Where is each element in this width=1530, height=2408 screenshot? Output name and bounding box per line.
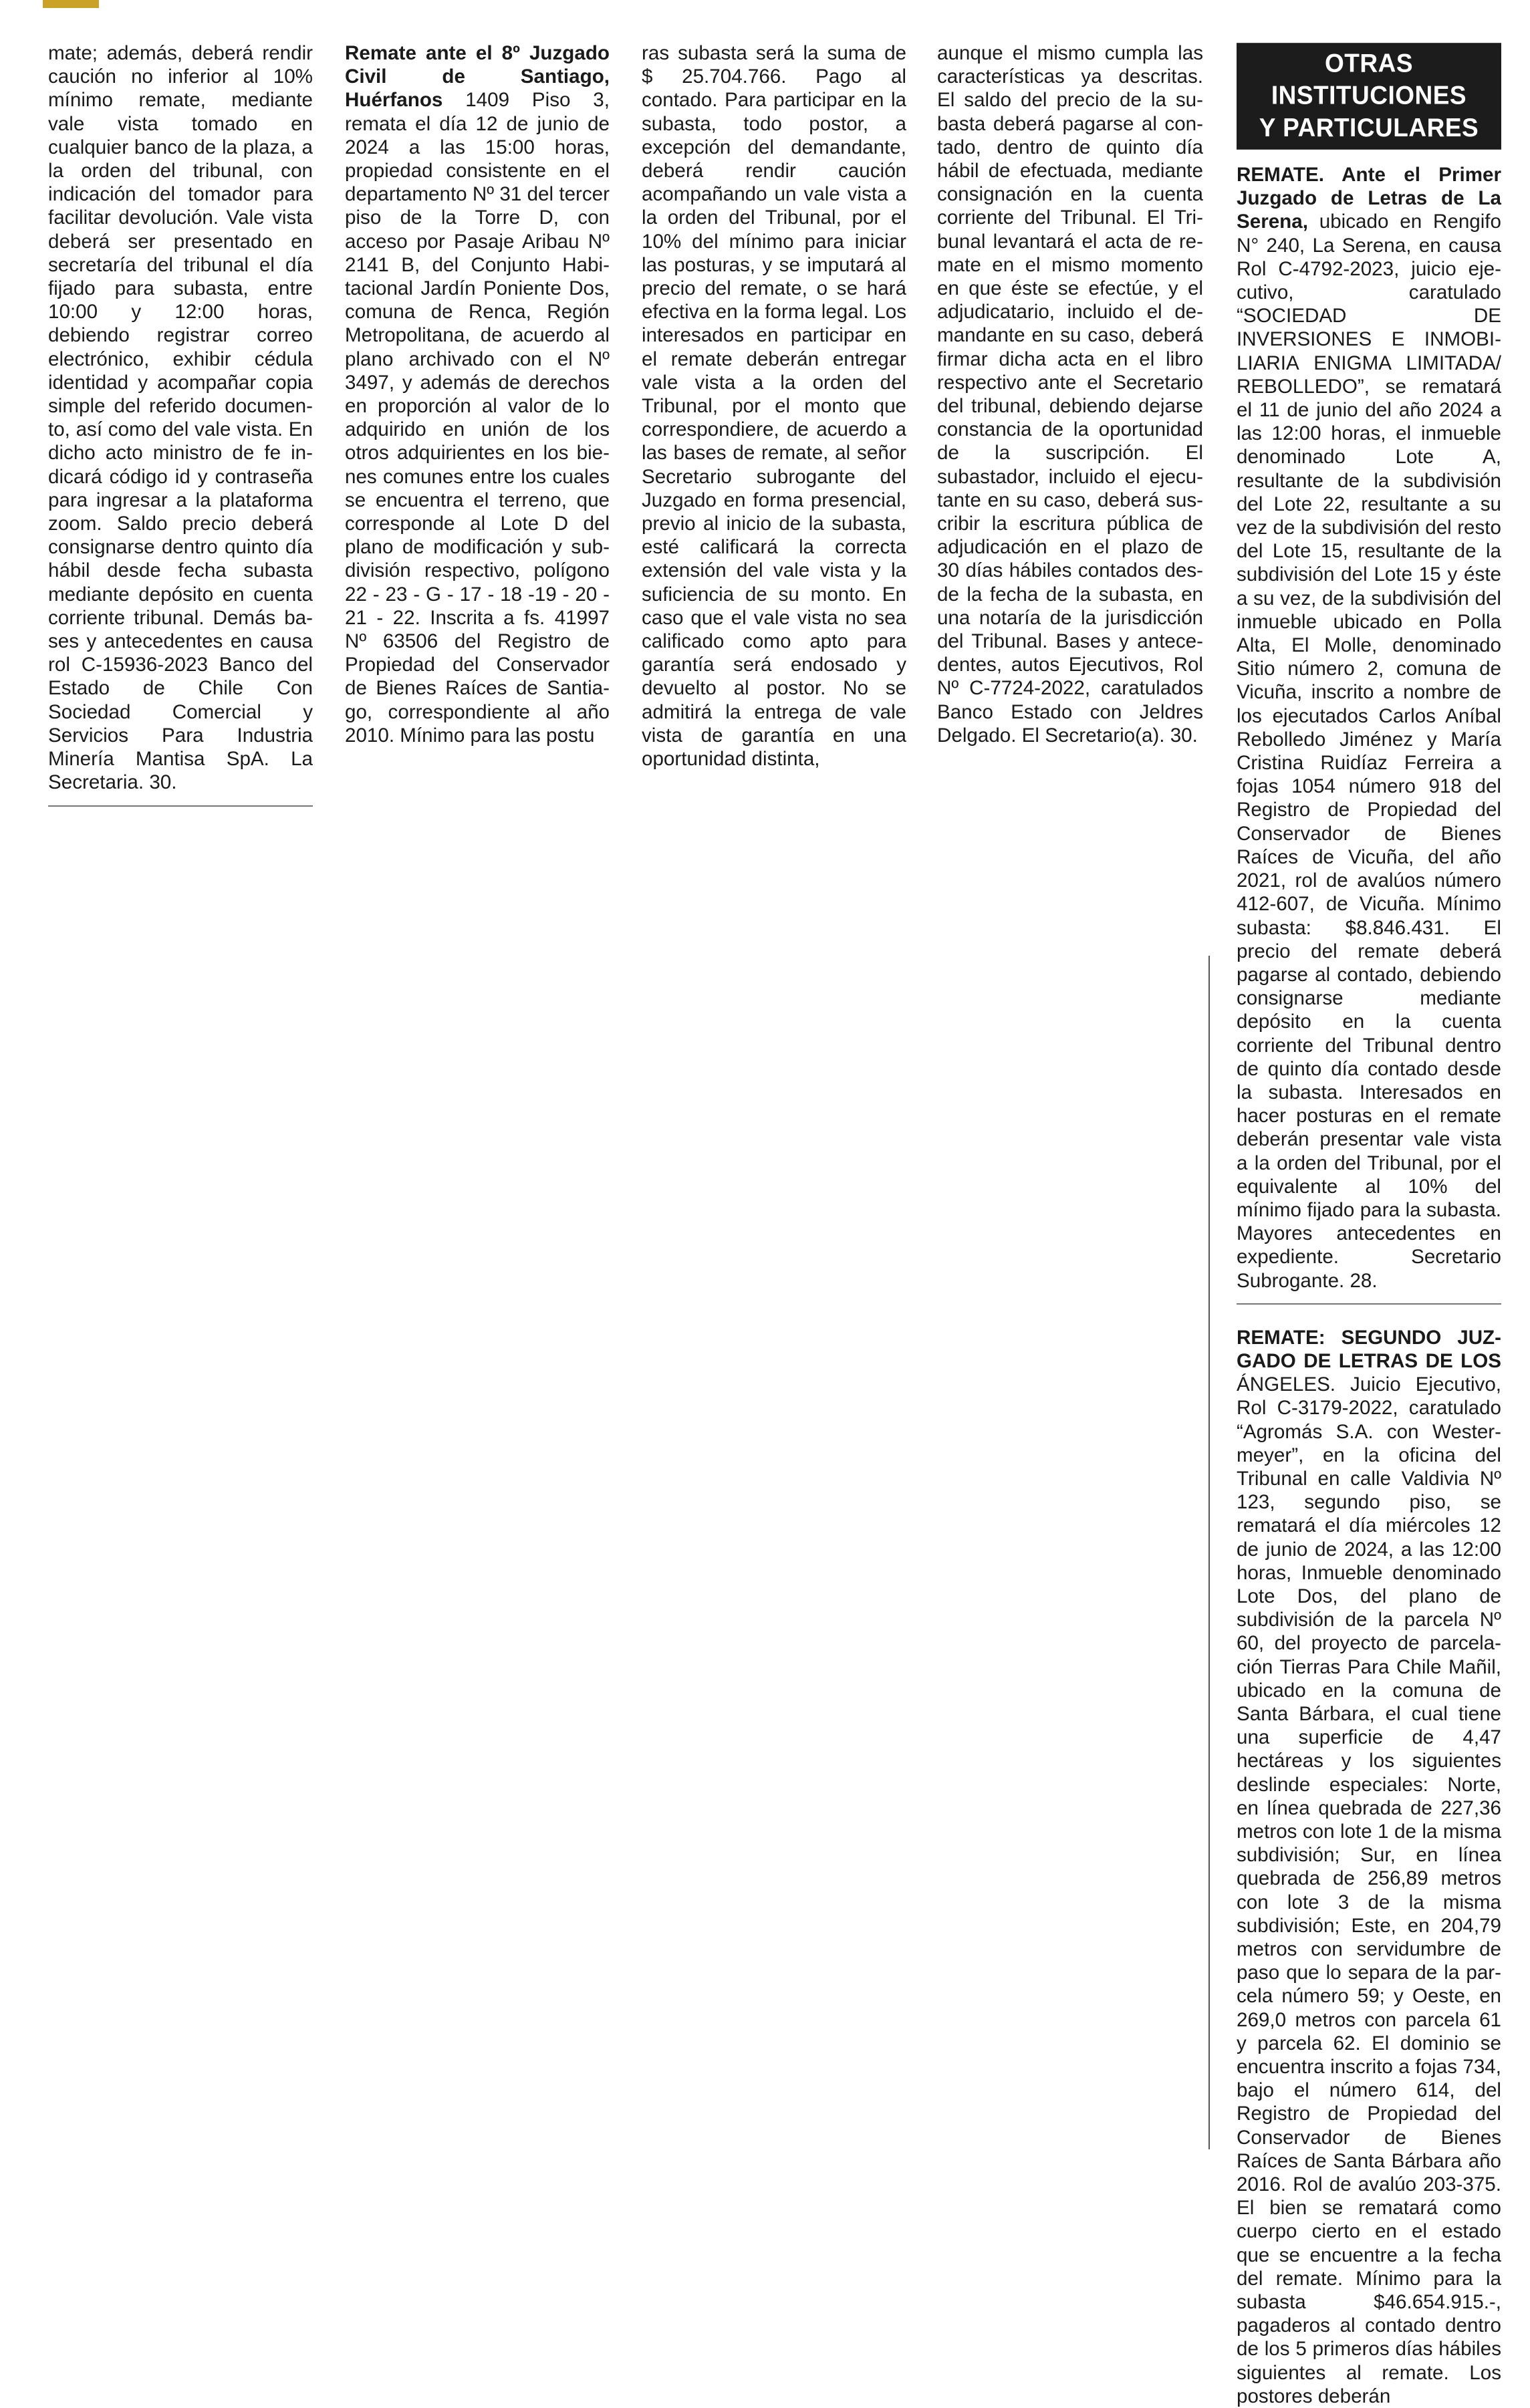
- section-header: [1237, 43, 1501, 150]
- section-header-line-1: OTRAS INSTITUCIONES: [1271, 48, 1467, 110]
- column-2: [345, 41, 610, 747]
- column-4: [937, 41, 1203, 747]
- column-1: [48, 41, 313, 807]
- notice-body: ÁNGELES. Juicio Ejecutivo, Rol C-3179-2022, caratulado “Agromás S.A. con Westermeyer”, en la oficina del Tribunal en calle Valdivia Nº 123, segundo piso, se rematará el día miércoles 12 de junio de 2024, a las 12:00 horas, Inmueble denominado Lote Dos, del plano de subdivisión de la parcela Nº 60, del proyecto de parcelación Tierras Para Chile Mañil, ubicado en la comuna de Santa Bárbara, el cual tiene una superficie de 4,47 hectáreas y los siguientes deslinde especiales: Norte, en línea quebrada de 227,36 metros con lote 1 de la misma subdivisión; Sur, en línea quebrada de 256,89 metros con lote 3 de la misma subdivisión; Este, en 204,79 metros con servidumbre de paso que lo separa de la parcela número 59; y Oeste, en 269,0 metros con parcela 61 y parcela 62. El dominio se encuentra inscrito a fojas 734, bajo el número 614, del Registro de Propiedad del Conservador de Bienes Raíces de Santa Bárbara año 2016. Rol de avalúo 203-375. El bien se rematará como cuerpo cierto en el estado que se encuentre a la fecha del remate. Mínimo para la subasta $46.654.915.-, pagaderos al contado dentro de los 5 primeros días hábiles siguientes al remate. Los postores deberán: [1237, 1373, 1501, 2407]
- notice-continuation-text: aunque el mismo cumpla las características ya descritas. El saldo del precio de la subasta deberá pagarse al contado, dentro de quinto día hábil de efectuada, mediante consignación en la cuenta corriente del Tribunal. El Tribunal levantará el acta de remate en el mismo momento en que éste se efectúe, y el adjudicatario, incluido el demandante en su caso, deberá firmar dicha acta en el libro respectivo ante el Secretario del tribunal, debiendo dejarse constancia de la oportunidad de la suscripción. El subastador, incluido el ejecutante en su caso, deberá suscribir la escritura pública de adjudicación en el plazo de 30 días hábiles contados desde la fecha de la subasta, en una notaría de la jurisdicción del Tribunal. Bases y antecedentes, autos Ejecutivos, Rol Nº C-7724-2022, caratulados Banco Estado con Jeldres Delgado. El Secretario(a). 30.: [937, 42, 1203, 747]
- notice-la-serena: [1237, 163, 1501, 1305]
- notice-continuation-text: ras subasta será la suma de $ 25.704.766. Pago al contado. Para participar en la subasta, todo postor, a excepción del demandante, deberá rendir caución acompañando un vale vista a la orden del Tribunal, por el 10% del mínimo para iniciar las posturas, y se imputará al precio del remate, o se hará efectiva en la forma legal. Los interesados en participar en el remate deberán entregar vale vista a la orden del Tribunal, por el monto que correspondiere, de acuerdo a las bases de remate, al señor Secretario subrogante del Juzgado en forma presencial, previo al inicio de la subasta, esté calificará la correcta extensión del vale vista y la suficiencia de su monto. En caso que el vale vista no sea calificado como apto para garantía será endosado y devuelto al postor. No se admitirá la entrega de vale vista de garantía en una oportunidad distinta,: [642, 42, 906, 771]
- column-5: [1237, 45, 1501, 2408]
- notice-continuation-text: mate; además, deberá rendir caución no inferior al 10% mínimo remate, mediante vale vista tomado en cualquier banco de la plaza, a la orden del tribunal, con indicación del tomador para facilitar devolución. Vale vista deberá ser presentado en secretaría del tribunal el día fijado para subasta, entre 10:00 y 12:00 horas, debiendo registrar correo electrónico, exhibir cédula identidad y acompañar copia simple del referido documento, así como del vale vista. En dicho acto ministro de fe indicará código id y contraseña para ingresar a la plataforma zoom. Saldo precio deberá consignarse dentro quinto día hábil desde fecha subasta mediante depósito en cuenta corriente tribunal. Demás bases y antecedentes en causa rol C-15936-2023 Banco del Estado de Chile Con Sociedad Comercial y Servicios Para Industria Minería Mantisa SpA. La Secretaria. 30.: [48, 42, 313, 794]
- column-3: [642, 41, 906, 771]
- notice-heading: REMATE: SEGUNDO JUZGADO DE LETRAS DE LOS: [1237, 1326, 1501, 1372]
- notice-heading: REMATE. Ante el Primer Juzgado de Letras de La Serena,: [1237, 164, 1501, 233]
- page-corner-tab: [43, 0, 99, 8]
- notice-heading: Remate ante el 8º Juzgado Civil de Santiago, Huérfanos: [345, 42, 610, 112]
- notice-los-angeles: [1237, 1326, 1501, 2408]
- section-header-line-2: Y PARTICULARES: [1259, 113, 1479, 142]
- notice-divider: [1237, 1303, 1501, 1305]
- notice-body: ubicado en Rengifo N° 240, La Serena, en causa Rol C-4792-2023, juicio ejecutivo, caratulado “SOCIEDAD DE INVERSIONES E INMOBILIARIA ENIGMA LIMITADA/ REBOLLEDO”, se rematará el 11 de junio del año 2024 a las 12:00 horas, el inmueble denominado Lote A, resultante de la subdivisión del Lote 22, resultante a su vez de la subdivisión del resto del Lote 15, resultante de la subdivisión del Lote 15 y éste a su vez, de la subdivisión del inmueble ubicado en Polla Alta, El Molle, denominado Sitio número 2, comuna de Vicuña, inscrito a nombre de los ejecutados Carlos Aníbal Rebolledo Jiménez y María Cristina Ruidíaz Ferreira a fojas 1054 número 918 del Registro de Propiedad del Conservador de Bienes Raíces de Vicuña, del año 2021, rol de avalúos número 412-607, de Vicuña. Mínimo subasta: $8.846.431. El precio del remate deberá pagarse al contado, debiendo consignarse mediante depósito en la cuenta corriente del Tribunal dentro de quinto día contado desde la subasta. Interesados en hacer posturas en el remate deberán presentar vale vista a la orden del Tribunal, por el equivalente al 10% del mínimo fijado para la subasta. Mayores antecedentes en expediente. Secretario Subrogante. 28.: [1237, 211, 1501, 1292]
- notice-body: 1409 Piso 3, remata el día 12 de junio de 2024 a las 15:00 horas, propiedad consistente en el departamento Nº 31 del tercer piso de la Torre D, con acceso por Pasaje Aribau Nº 2141 B, del Conjunto Habitacional Jardín Poniente Dos, comuna de Renca, Región Metropolitana, de acuerdo al plano archivado con el Nº 3497, y además de derechos en proporción al valor de lo adquirido en unión de los otros adquirientes en los bienes comunes entre los cuales se encuentra el terreno, que corresponde al Lote D del plano de modificación y subdivisión respectivo, polígono 22 - 23 - G - 17 - 18 -19 - 20 - 21 - 22. Inscrita a fs. 41997 Nº 63506 del Registro de Propiedad del Conservador de Bienes Raíces de Santiago, correspondiente al año 2010. Mínimo para las postu: [345, 89, 610, 747]
- notice-8-juzgado: [345, 41, 610, 747]
- notice-divider: [48, 805, 313, 807]
- column-separator-line: [1208, 956, 1210, 2149]
